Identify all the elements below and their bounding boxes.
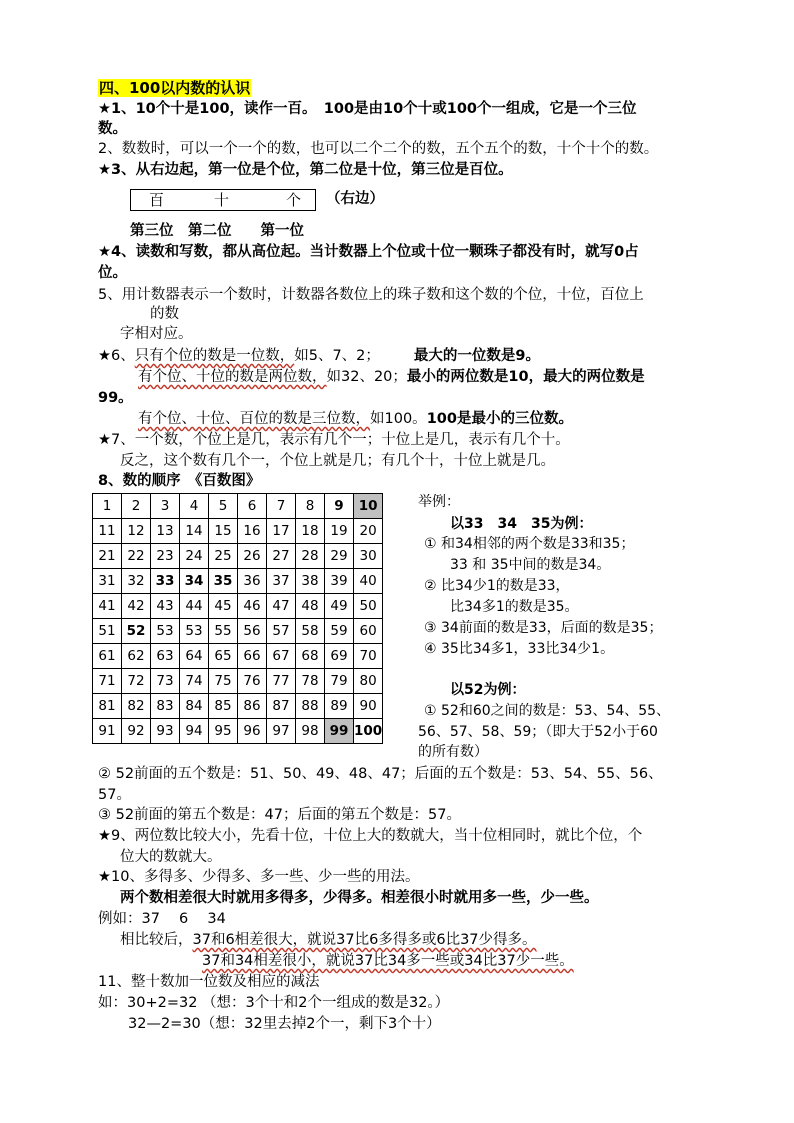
grid-row bbox=[93, 594, 383, 619]
grid-cell: 52 bbox=[122, 619, 151, 644]
grid-cell: 70 bbox=[354, 644, 383, 669]
grid-cell: 45 bbox=[209, 594, 238, 619]
grid-cell: 28 bbox=[296, 544, 325, 569]
grid-cell: 64 bbox=[180, 644, 209, 669]
grid-cell: 92 bbox=[122, 719, 151, 744]
grid-cell: 5 bbox=[209, 494, 238, 519]
point-5-line-2: 的数 bbox=[150, 306, 179, 322]
grid-cell: 72 bbox=[122, 669, 151, 694]
grid-cell: 2 bbox=[122, 494, 151, 519]
section-title: 四、100以内数的认识 bbox=[99, 79, 251, 97]
point-6-line-1: ★6、只有个位的数是一位数，如5、7、2； 最大的一位数是9。 bbox=[98, 348, 541, 364]
grid-cell: 22 bbox=[122, 544, 151, 569]
grid-cell: 19 bbox=[325, 519, 354, 544]
grid-cell: 100 bbox=[354, 719, 383, 744]
grid-cell: 78 bbox=[296, 669, 325, 694]
grid-cell: 12 bbox=[122, 519, 151, 544]
grid-cell: 83 bbox=[151, 694, 180, 719]
grid-cell: 55 bbox=[209, 619, 238, 644]
grid-cell: 30 bbox=[354, 544, 383, 569]
grid-cell: 74 bbox=[180, 669, 209, 694]
grid-cell: 15 bbox=[209, 519, 238, 544]
place-hundreds: 百 bbox=[149, 191, 165, 209]
grid-row bbox=[93, 519, 383, 544]
grid-cell: 53 bbox=[180, 619, 209, 644]
grid-row bbox=[93, 669, 383, 694]
grid-cell: 73 bbox=[151, 669, 180, 694]
grid-cell: 53 bbox=[151, 619, 180, 644]
example-1-heading: 以33 34 35为例： bbox=[450, 516, 593, 532]
hundred-chart bbox=[92, 493, 383, 744]
grid-cell: 25 bbox=[209, 544, 238, 569]
point-7-line-2: 反之，这个数有几个一，个位上就是几；有几个十，十位上就是几。 bbox=[120, 453, 555, 469]
example-2-heading: 以52为例： bbox=[450, 682, 526, 698]
grid-cell: 59 bbox=[325, 619, 354, 644]
grid-cell: 80 bbox=[354, 669, 383, 694]
grid-row bbox=[93, 494, 383, 519]
grid-cell: 39 bbox=[325, 569, 354, 594]
example-1-item-2: ② 比34少1的数是33， bbox=[424, 578, 570, 594]
grid-cell: 63 bbox=[151, 644, 180, 669]
grid-cell: 47 bbox=[267, 594, 296, 619]
grid-cell: 44 bbox=[180, 594, 209, 619]
grid-cell: 9 bbox=[325, 494, 354, 519]
item-2-line-1: ② 52前面的五个数是：51、50、49、48、47；后面的五个数是：53、54、55、56、 bbox=[98, 766, 663, 782]
grid-cell: 38 bbox=[296, 569, 325, 594]
grid-cell: 84 bbox=[180, 694, 209, 719]
example-2-item-1b: 56、57、58、59；（即大于52小于60 bbox=[418, 724, 658, 740]
example-2-item-1c: 的所有数） bbox=[418, 744, 488, 760]
grid-cell: 49 bbox=[325, 594, 354, 619]
grid-cell: 10 bbox=[354, 494, 383, 519]
point-10-rule: 两个数相差很大时就用多得多，少得多。相差很小时就用多一些，少一些。 bbox=[120, 890, 599, 906]
grid-cell: 26 bbox=[238, 544, 267, 569]
item-2-line-2: 57。 bbox=[98, 787, 131, 803]
grid-row bbox=[93, 719, 383, 744]
grid-cell: 71 bbox=[93, 669, 122, 694]
grid-cell: 62 bbox=[122, 644, 151, 669]
grid-cell: 43 bbox=[151, 594, 180, 619]
grid-cell: 33 bbox=[151, 569, 180, 594]
grid-cell: 67 bbox=[267, 644, 296, 669]
grid-cell: 93 bbox=[151, 719, 180, 744]
grid-row bbox=[93, 694, 383, 719]
grid-cell: 98 bbox=[296, 719, 325, 744]
point-6-line-2: 有个位、十位的数是两位数，如32、20；最小的两位数是10，最大的两位数是 bbox=[138, 369, 645, 385]
point-7-line-1: ★7、一个数，个位上是几，表示有几个一；十位上是几，表示有几个十。 bbox=[98, 432, 570, 448]
grid-cell: 66 bbox=[238, 644, 267, 669]
grid-cell: 18 bbox=[296, 519, 325, 544]
place-position-labels: 第三位 第二位 第一位 bbox=[130, 223, 304, 239]
grid-cell: 42 bbox=[122, 594, 151, 619]
grid-cell: 99 bbox=[325, 719, 354, 744]
grid-row bbox=[93, 569, 383, 594]
grid-cell: 61 bbox=[93, 644, 122, 669]
grid-cell: 29 bbox=[325, 544, 354, 569]
grid-cell: 16 bbox=[238, 519, 267, 544]
grid-cell: 94 bbox=[180, 719, 209, 744]
point-11: 11、整十数加一位数及相应的减法 bbox=[98, 974, 320, 990]
point-8-heading: 8、数的顺序 《百数图》 bbox=[98, 473, 261, 489]
grid-cell: 82 bbox=[122, 694, 151, 719]
grid-cell: 32 bbox=[122, 569, 151, 594]
grid-cell: 6 bbox=[238, 494, 267, 519]
grid-cell: 37 bbox=[267, 569, 296, 594]
grid-cell: 90 bbox=[354, 694, 383, 719]
grid-cell: 69 bbox=[325, 644, 354, 669]
grid-cell: 91 bbox=[93, 719, 122, 744]
grid-cell: 86 bbox=[238, 694, 267, 719]
point-1-line-2: 数。 bbox=[98, 121, 127, 137]
grid-cell: 3 bbox=[151, 494, 180, 519]
grid-cell: 56 bbox=[238, 619, 267, 644]
point-11-example-2: 32—2=30（想：32里去掉2个一，剩下3个十） bbox=[128, 1016, 441, 1032]
grid-cell: 35 bbox=[209, 569, 238, 594]
grid-cell: 85 bbox=[209, 694, 238, 719]
point-9-line-2: 位大的数就大。 bbox=[120, 849, 222, 865]
grid-cell: 11 bbox=[93, 519, 122, 544]
grid-row bbox=[93, 619, 383, 644]
grid-cell: 23 bbox=[151, 544, 180, 569]
grid-cell: 27 bbox=[267, 544, 296, 569]
grid-cell: 50 bbox=[354, 594, 383, 619]
point-4-line-2: 位。 bbox=[98, 265, 127, 281]
grid-cell: 21 bbox=[93, 544, 122, 569]
point-4-line-1: ★4、读数和写数，都从高位起。当计数器上个位或十位一颗珠子都没有时，就写0占 bbox=[98, 244, 639, 260]
point-10: ★10、多得多、少得多、多一些、少一些的用法。 bbox=[98, 869, 420, 885]
grid-cell: 8 bbox=[296, 494, 325, 519]
point-10-compare-1: 相比较后，37和6相差很大，就说37比6多得多或6比37少得多。 bbox=[120, 932, 537, 948]
point-5-line-1: 5、用计数器表示一个数时，计数器各数位上的珠子数和这个数的个位，十位，百位上 bbox=[98, 287, 644, 303]
grid-cell: 36 bbox=[238, 569, 267, 594]
example-1-item-3: ③ 34前面的数是33，后面的数是35； bbox=[424, 620, 663, 636]
grid-cell: 97 bbox=[267, 719, 296, 744]
point-9-line-1: ★9、两位数比较大小，先看十位，十位上大的数就大，当十位相同时，就比个位，个 bbox=[98, 828, 643, 844]
grid-cell: 13 bbox=[151, 519, 180, 544]
grid-cell: 40 bbox=[354, 569, 383, 594]
grid-cell: 75 bbox=[209, 669, 238, 694]
grid-cell: 79 bbox=[325, 669, 354, 694]
point-3: ★3、从右边起，第一位是个位，第二位是十位，第三位是百位。 bbox=[98, 162, 513, 178]
example-title: 举例： bbox=[418, 494, 460, 510]
grid-cell: 17 bbox=[267, 519, 296, 544]
example-1-item-4: ④ 35比34多1，33比34少1。 bbox=[424, 641, 615, 657]
point-6-line-3: 99。 bbox=[98, 390, 133, 406]
place-tens: 十 bbox=[214, 191, 230, 209]
grid-row bbox=[93, 644, 383, 669]
grid-cell: 60 bbox=[354, 619, 383, 644]
point-1-line-1: ★1、10个十是100，读作一百。 100是由10个十或100个一组成，它是一个三位 bbox=[98, 101, 637, 117]
grid-cell: 7 bbox=[267, 494, 296, 519]
example-1-item-1: ① 和34相邻的两个数是33和35； bbox=[424, 536, 635, 552]
point-10-example: 例如：37 6 34 bbox=[98, 911, 226, 927]
point-5-line-3: 字相对应。 bbox=[120, 326, 193, 342]
grid-cell: 65 bbox=[209, 644, 238, 669]
point-10-compare-2: 37和34相差很小，就说37比34多一些或34比37少一些。 bbox=[202, 953, 574, 969]
grid-cell: 89 bbox=[325, 694, 354, 719]
grid-cell: 1 bbox=[93, 494, 122, 519]
point-2: 2、数数时，可以一个一个的数，也可以二个二个的数，五个五个的数，十个十个的数。 bbox=[98, 141, 659, 157]
place-value-box bbox=[130, 189, 316, 211]
grid-cell: 58 bbox=[296, 619, 325, 644]
grid-cell: 46 bbox=[238, 594, 267, 619]
grid-row bbox=[93, 544, 383, 569]
grid-cell: 48 bbox=[296, 594, 325, 619]
place-right-label: （右边） bbox=[326, 191, 384, 207]
grid-cell: 81 bbox=[93, 694, 122, 719]
example-1-item-2b: 比34多1的数是35。 bbox=[450, 599, 579, 615]
grid-cell: 20 bbox=[354, 519, 383, 544]
grid-cell: 95 bbox=[209, 719, 238, 744]
grid-cell: 41 bbox=[93, 594, 122, 619]
grid-cell: 88 bbox=[296, 694, 325, 719]
grid-cell: 68 bbox=[296, 644, 325, 669]
example-1-item-1b: 33 和 35中间的数是34。 bbox=[450, 557, 611, 573]
grid-cell: 77 bbox=[267, 669, 296, 694]
grid-cell: 24 bbox=[180, 544, 209, 569]
grid-cell: 34 bbox=[180, 569, 209, 594]
grid-cell: 51 bbox=[93, 619, 122, 644]
grid-cell: 31 bbox=[93, 569, 122, 594]
grid-cell: 76 bbox=[238, 669, 267, 694]
grid-cell: 57 bbox=[267, 619, 296, 644]
grid-cell: 14 bbox=[180, 519, 209, 544]
grid-cell: 4 bbox=[180, 494, 209, 519]
grid-cell: 96 bbox=[238, 719, 267, 744]
grid-cell: 87 bbox=[267, 694, 296, 719]
point-11-example-1: 如：30+2=32 （想：3个十和2个一组成的数是32。） bbox=[98, 995, 450, 1011]
example-2-item-1: ① 52和60之间的数是：53、54、55、 bbox=[424, 703, 671, 719]
item-3: ③ 52前面的第五个数是：47；后面的第五个数是：57。 bbox=[98, 807, 461, 823]
point-6-line-4: 有个位、十位、百位的数是三位数，如100。100是最小的三位数。 bbox=[138, 411, 573, 427]
place-ones: 个 bbox=[286, 191, 302, 209]
